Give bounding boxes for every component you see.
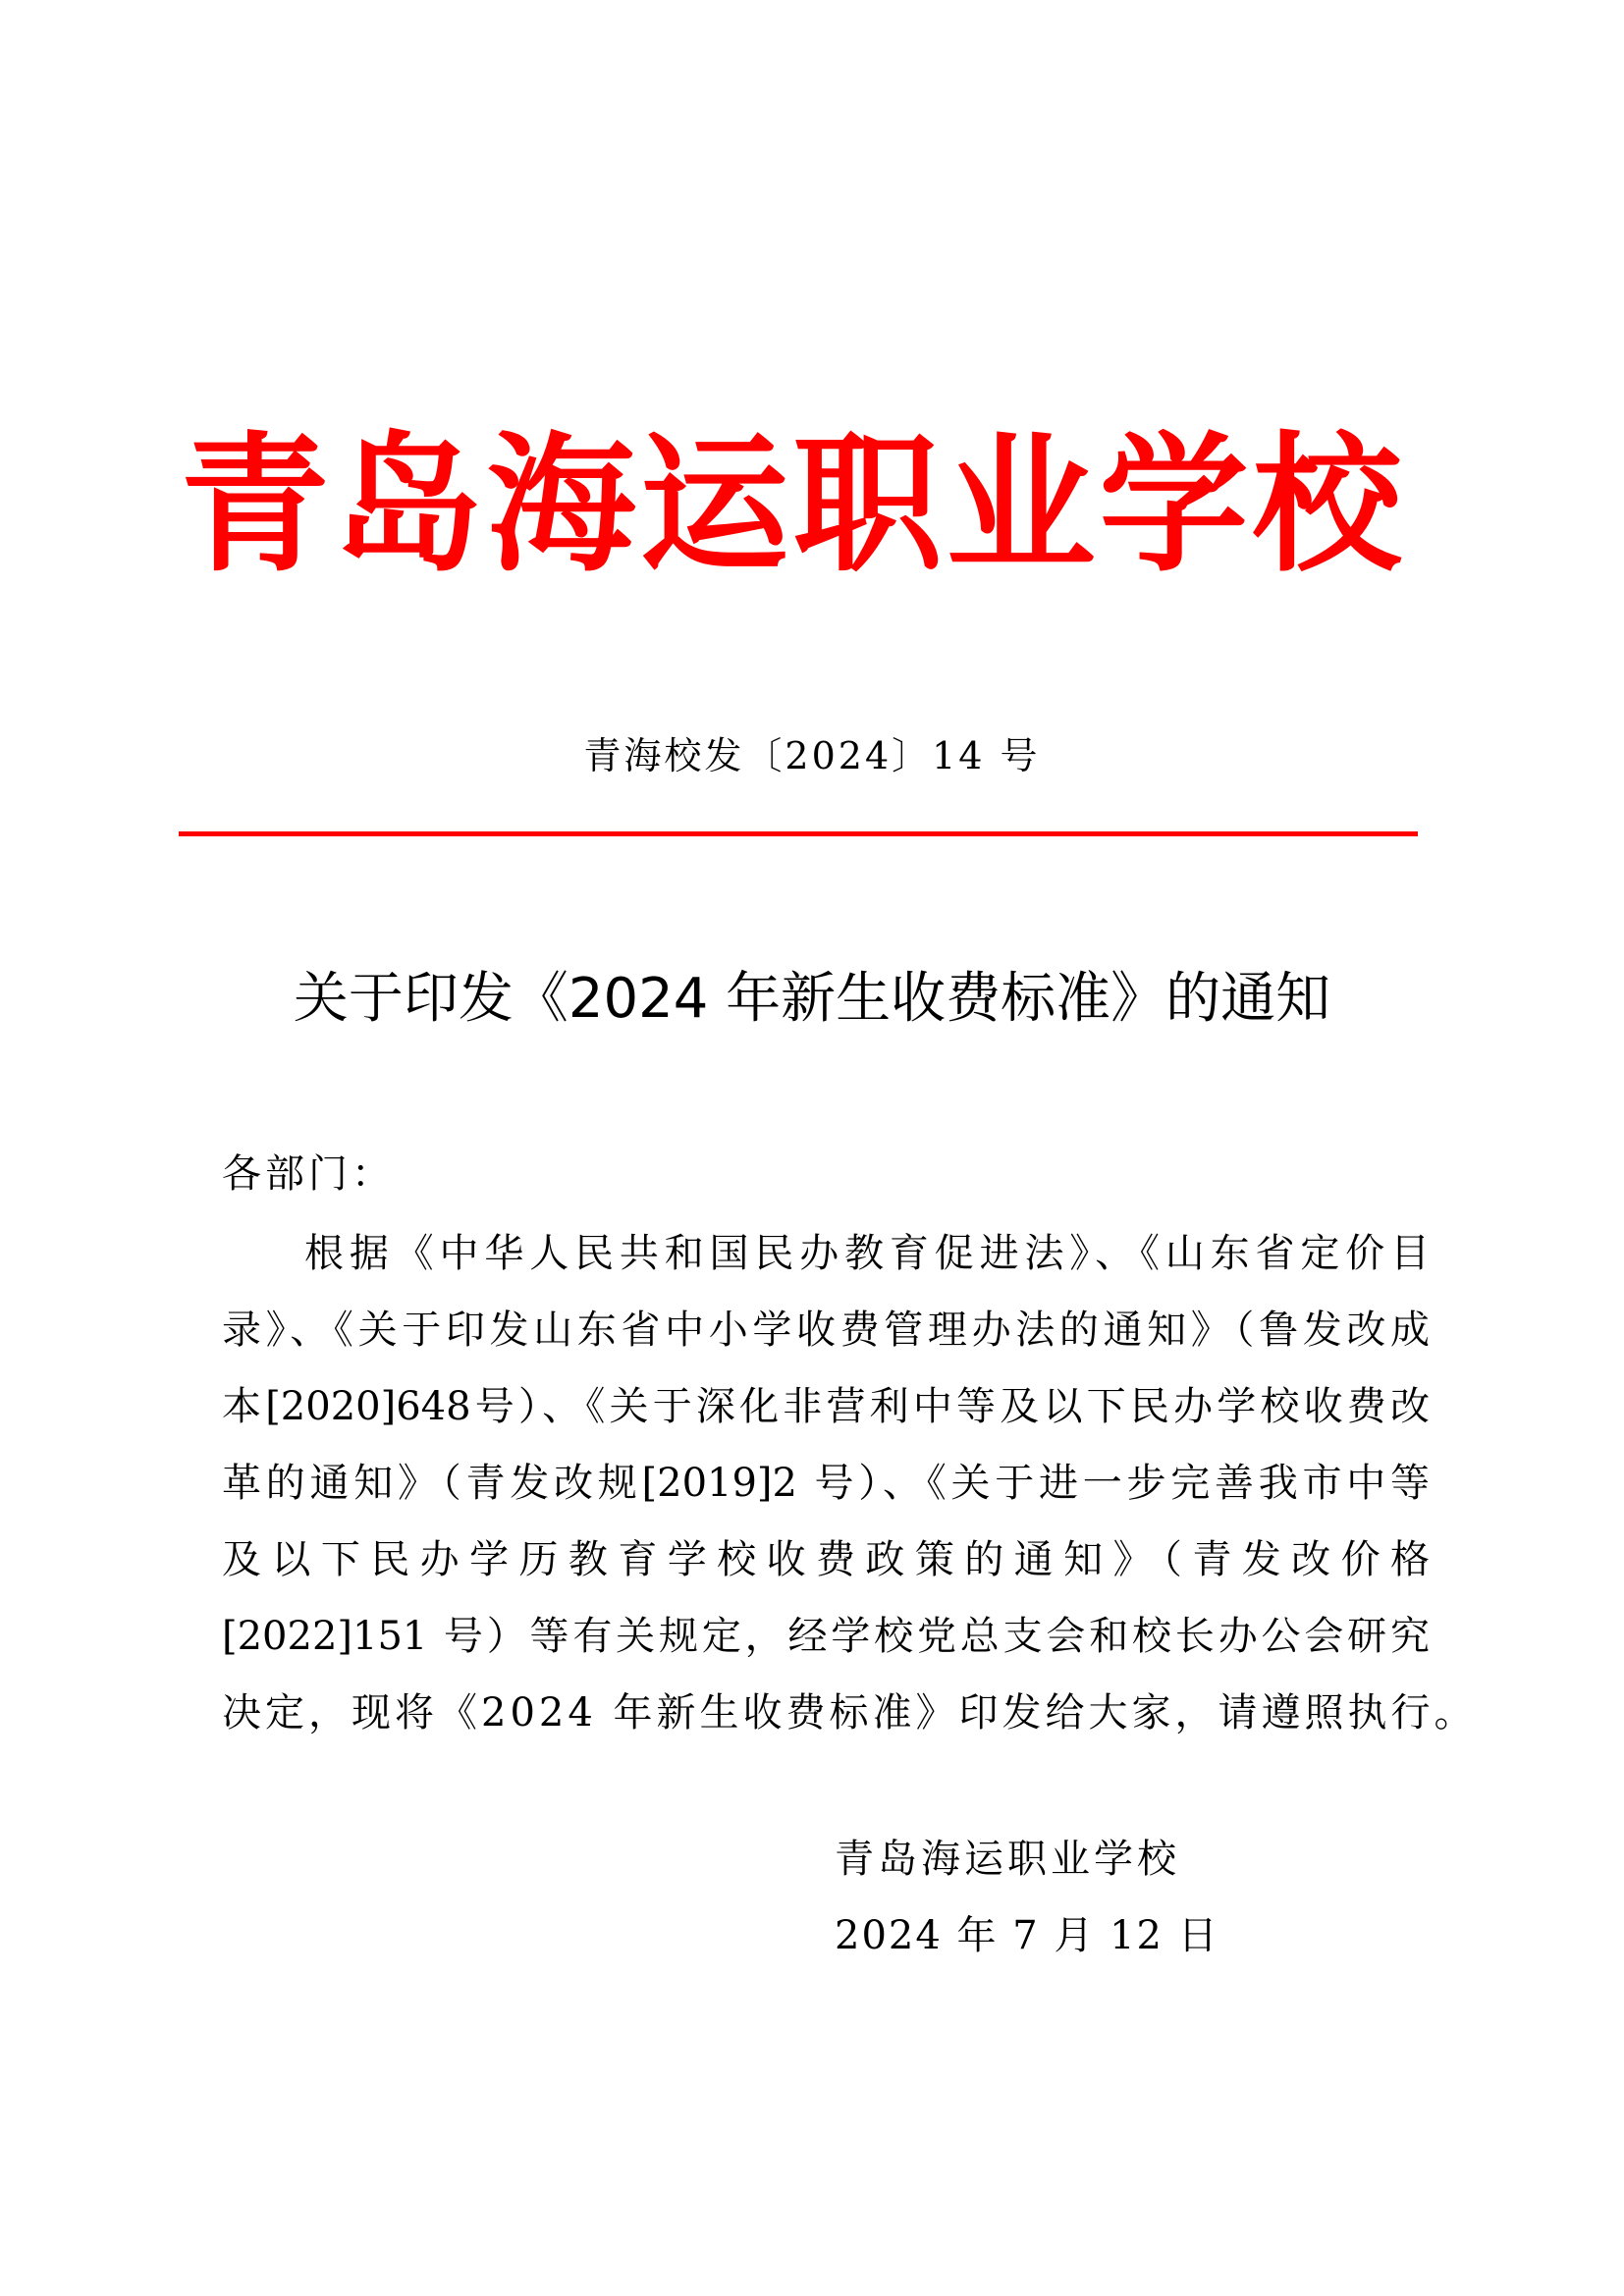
document-number: 青海校发〔2024〕14 号 [583, 734, 1041, 777]
red-divider [179, 831, 1418, 836]
salutation: 各部门： [222, 1151, 395, 1197]
signature-organization: 青岛海运职业学校 [835, 1837, 1180, 1882]
body-line: [2022]151 号）等有关规定，经学校党总支会和校长办公会研究 [222, 1614, 1430, 1659]
body-line: 革的通知》（青发改规[2019]2 号）、《关于进一步完善我市中等 [222, 1461, 1430, 1506]
body-line: 本[2020]648号）、《关于深化非营利中等及以下民办学校收费改 [222, 1384, 1430, 1429]
body-line: 及以下民办学历教育学校收费政策的通知》（青发改价格 [222, 1537, 1430, 1582]
body-line: 根据《中华人民共和国民办教育促进法》、《山东省定价目 [304, 1231, 1430, 1276]
body-line: 录》、《关于印发山东省中小学收费管理办法的通知》（鲁发改成 [222, 1308, 1430, 1353]
letterhead-title: 青岛海运职业学校 [180, 418, 1406, 592]
body-line: 决定，现将《2024 年新生收费标准》印发给大家，请遵照执行。 [222, 1690, 1478, 1735]
signature-date: 2024 年 7 月 12 日 [835, 1913, 1219, 1958]
body-paragraph [222, 1215, 1478, 1751]
document-title: 关于印发《2024 年新生收费标准》的通知 [293, 967, 1331, 1031]
